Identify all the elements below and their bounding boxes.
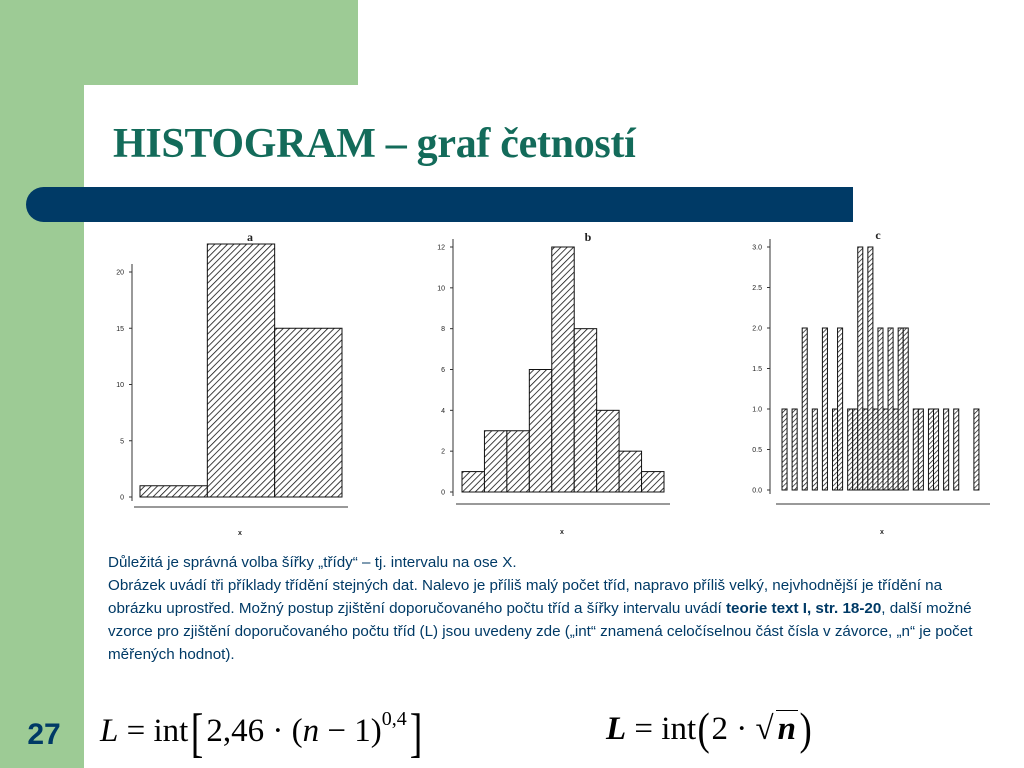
formula1-right-bracket: ] xyxy=(409,703,422,763)
x-axis-label: x xyxy=(560,529,564,536)
histogram-bar xyxy=(782,409,787,490)
histogram-bar xyxy=(954,409,959,490)
histogram-bar xyxy=(873,409,878,490)
histogram-bar xyxy=(893,409,898,490)
histogram-bar xyxy=(944,409,949,490)
x-axis-label: x xyxy=(238,530,242,537)
title-underline-bar xyxy=(26,187,853,222)
histogram-bar xyxy=(833,409,838,490)
histogram-bar xyxy=(597,410,619,492)
histogram-bar xyxy=(574,329,596,492)
histogram-bar xyxy=(853,409,858,490)
slide-title: HISTOGRAM – graf četností xyxy=(113,121,636,167)
histogram-bar xyxy=(507,431,529,492)
histogram-bar xyxy=(484,431,506,492)
y-tick-label: 8 xyxy=(441,326,445,334)
formula2-n: n xyxy=(777,711,796,747)
panel-label: b xyxy=(584,230,592,244)
y-tick-label: 6 xyxy=(441,367,445,374)
y-tick-label: 1.5 xyxy=(752,366,762,373)
histogram-bar xyxy=(642,472,664,492)
formula2-right-paren: ) xyxy=(799,703,812,754)
y-tick-label: 3.0 xyxy=(752,244,762,252)
formula2-left-paren: ( xyxy=(697,703,710,754)
histogram-bar xyxy=(934,409,939,490)
histogram-b xyxy=(420,222,680,542)
y-tick-label: 0.5 xyxy=(752,447,762,454)
histogram-bar xyxy=(802,328,807,490)
y-tick-label: 5 xyxy=(120,438,124,446)
formula1-minus: − xyxy=(327,713,346,749)
histogram-bar xyxy=(275,328,342,497)
y-tick-label: 15 xyxy=(116,325,124,333)
histogram-bar xyxy=(918,409,923,490)
explanation-text-pre: Obrázek uvádí tři příklady třídění stejných dat. Nalevo je příliš malý počet tříd, napravo příliš velký, nejvhodnější je třídění na obrázku uprostřed. Možný postup zjištění doporučovaného počtu tříd a šířky intervalu uvádí xyxy=(108,577,943,617)
histogram-bar xyxy=(878,328,883,490)
histogram-bar xyxy=(863,409,868,490)
slide-number: 27 xyxy=(27,718,61,751)
histogram-bar xyxy=(858,247,863,490)
formula1-coef: 2,46 xyxy=(206,713,265,749)
histogram-bar xyxy=(462,472,484,492)
y-tick-label: 0.0 xyxy=(752,487,762,495)
y-tick-label: 10 xyxy=(437,285,445,293)
formula-class-count-1 xyxy=(100,702,425,764)
formula1-eq: = xyxy=(126,713,146,749)
explanation-line-2 xyxy=(108,574,988,666)
y-tick-label: 0 xyxy=(120,494,124,502)
left-green-band xyxy=(0,0,84,768)
formula1-n: n xyxy=(302,713,320,749)
theory-reference: teorie text I, str. 18-20 xyxy=(725,600,882,617)
explanation-line-1: Důležitá je správná volba šířky „třídy“ – tj. intervalu na ose X. xyxy=(108,554,517,571)
histogram-bar xyxy=(974,409,979,490)
formula1-one: 1) xyxy=(354,713,382,749)
histogram-bar xyxy=(838,328,843,490)
y-tick-label: 10 xyxy=(116,382,124,389)
y-tick-label: 1.0 xyxy=(752,406,762,414)
histogram-bar xyxy=(868,247,873,490)
histogram-a xyxy=(90,222,380,542)
histogram-bar xyxy=(903,328,908,490)
histogram-bar xyxy=(140,486,207,497)
histogram-bar xyxy=(888,328,893,490)
formula1-func: int xyxy=(153,713,189,749)
histogram-bar xyxy=(619,451,641,492)
histogram-bar xyxy=(913,409,918,490)
histogram-bar xyxy=(529,370,551,493)
histogram-bar xyxy=(792,409,797,490)
top-green-band xyxy=(0,0,358,85)
explanation-text-post: , další možné vzorce pro zjištění doporučovaného počtu tříd (L) jsou uvedeny zde („int“ znamená celočíselnou část čísla v závorce, „n“ je počet měřených hodnot). xyxy=(108,600,973,663)
formula2-dot: · xyxy=(736,711,748,747)
histogram-bar xyxy=(928,409,933,490)
formula-class-count-2 xyxy=(606,702,813,755)
formula2-coef: 2 xyxy=(711,711,728,747)
y-tick-label: 2 xyxy=(441,448,445,456)
formula2-func: int xyxy=(661,711,697,747)
explanation-text xyxy=(108,551,988,666)
y-tick-label: 20 xyxy=(116,269,124,277)
histogram-bar xyxy=(552,247,574,492)
panel-label: c xyxy=(875,228,881,242)
x-axis-label: x xyxy=(880,529,884,536)
y-tick-label: 2.5 xyxy=(752,285,762,292)
histogram-bar xyxy=(207,244,274,497)
formula1-lhs: L xyxy=(100,713,119,749)
histogram-bar xyxy=(898,328,903,490)
histogram-bar xyxy=(822,328,827,490)
y-tick-label: 0 xyxy=(441,489,445,497)
histogram-bar xyxy=(883,409,888,490)
y-tick-label: 4 xyxy=(441,407,445,415)
formula1-lparen: ( xyxy=(291,713,303,749)
formula1-exponent: 0,4 xyxy=(381,708,407,730)
histogram-bar xyxy=(848,409,853,490)
formula1-left-bracket: [ xyxy=(191,703,204,763)
formula2-lhs: L xyxy=(606,711,627,747)
y-tick-label: 12 xyxy=(437,244,445,252)
formula2-eq: = xyxy=(634,711,654,747)
panel-label: a xyxy=(247,230,253,244)
formula1-dot: · xyxy=(272,713,284,749)
y-tick-label: 2.0 xyxy=(752,325,762,333)
histogram-bar xyxy=(812,409,817,490)
histogram-c xyxy=(740,222,1010,542)
sqrt-icon: √ xyxy=(755,711,774,747)
